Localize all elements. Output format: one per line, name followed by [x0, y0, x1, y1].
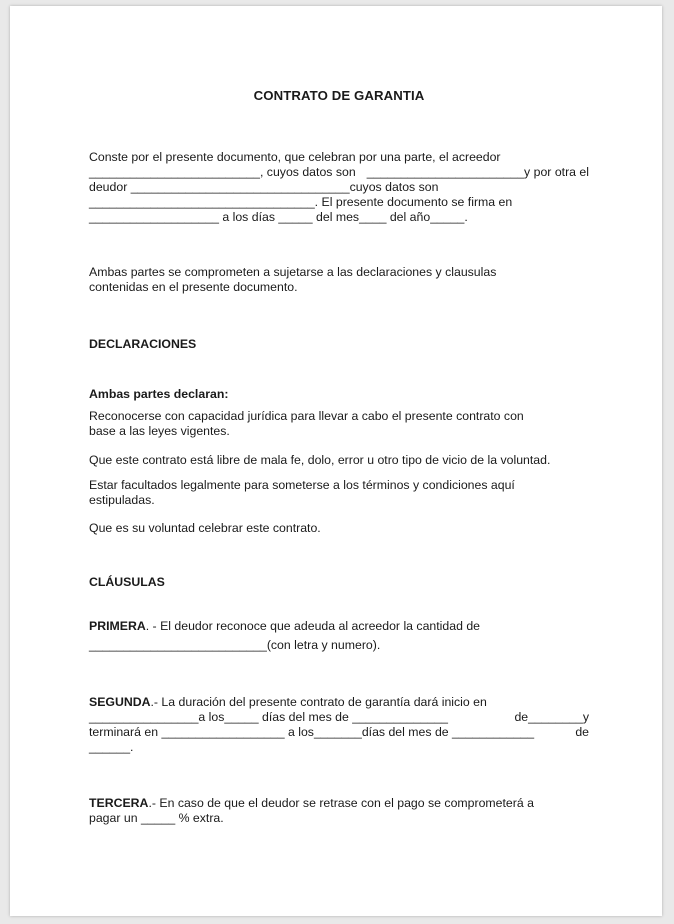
- agreement-line: contenidas en el presente documento.: [89, 280, 298, 294]
- declaration-line: base a las leyes vigentes.: [89, 424, 230, 438]
- clause-line: [89, 710, 589, 725]
- clause-fragment: de: [575, 725, 589, 739]
- intro-fragment: cuyos datos son: [349, 180, 439, 194]
- clause-text: . - El deudor reconoce que adeuda al acreedor la cantidad de: [145, 619, 481, 633]
- intro-fragment: _________________________, cuyos datos son: [89, 165, 356, 179]
- clause-first: [89, 619, 589, 653]
- clause-line: [89, 619, 589, 634]
- declarations-heading: DECLARACIONES: [89, 337, 197, 351]
- clause-line: [89, 695, 589, 710]
- document-title: CONTRATO DE GARANTIA: [253, 88, 425, 103]
- agreement-paragraph: [89, 265, 589, 295]
- clause-line: [89, 796, 589, 811]
- declaration-item: [89, 521, 589, 536]
- declaration-line: Que es su voluntad celebrar este contrato.: [89, 521, 321, 535]
- clause-label: SEGUNDA: [89, 695, 151, 709]
- intro-line: [89, 180, 589, 195]
- intro-line: [89, 165, 589, 180]
- declaration-item: [89, 478, 589, 508]
- clause-label: PRIMERA: [89, 619, 146, 633]
- clause-fragment: terminará en __________________ a los_______días del mes de ____________: [89, 725, 535, 739]
- agreement-line: Ambas partes se comprometen a sujetarse a las declaraciones y clausulas: [89, 265, 497, 279]
- declaration-line: Reconocerse con capacidad jurídica para llevar a cabo el presente contrato con: [89, 409, 524, 423]
- clauses-heading: CLÁUSULAS: [89, 575, 165, 589]
- intro-fragment: _______________________y por otra el: [366, 165, 589, 179]
- declaration-line: Estar facultados legalmente para someterse a los términos y condiciones aquí: [89, 478, 515, 492]
- intro-fragment: deudor ________________________________: [89, 180, 350, 194]
- intro-line: ___________________ a los días _____ del mes____ del año_____.: [89, 210, 468, 224]
- clause-text: .- En caso de que el deudor se retrase con el pago se comprometerá a: [148, 796, 534, 810]
- clause-third: [89, 796, 589, 826]
- intro-line: Conste por el presente documento, que celebran por una parte, el acreedor: [89, 150, 501, 164]
- clause-fragment: de________y: [514, 710, 589, 724]
- intro-line: _________________________________. El presente documento se firma en: [89, 195, 513, 209]
- document-page: [10, 6, 662, 916]
- clause-second: [89, 695, 589, 755]
- intro-paragraph: [89, 150, 589, 225]
- clause-label: TERCERA: [89, 796, 149, 810]
- declaration-item: [89, 453, 589, 468]
- declaration-line: Que este contrato está libre de mala fe, dolo, error u otro tipo de vicio de la voluntad.: [89, 453, 551, 467]
- clause-line: ______.: [89, 740, 134, 754]
- declaration-line: estipuladas.: [89, 493, 155, 507]
- clause-line: pagar un _____ % extra.: [89, 811, 224, 825]
- clause-text: .- La duración del presente contrato de garantía dará inicio en: [150, 695, 487, 709]
- clause-line: [89, 725, 589, 740]
- clause-line: __________________________(con letra y numero).: [89, 638, 381, 652]
- declaration-item: [89, 409, 589, 439]
- declarations-subheading: Ambas partes declaran:: [89, 387, 229, 401]
- clause-fragment: ________________a los_____ días del mes de ______________: [89, 710, 448, 724]
